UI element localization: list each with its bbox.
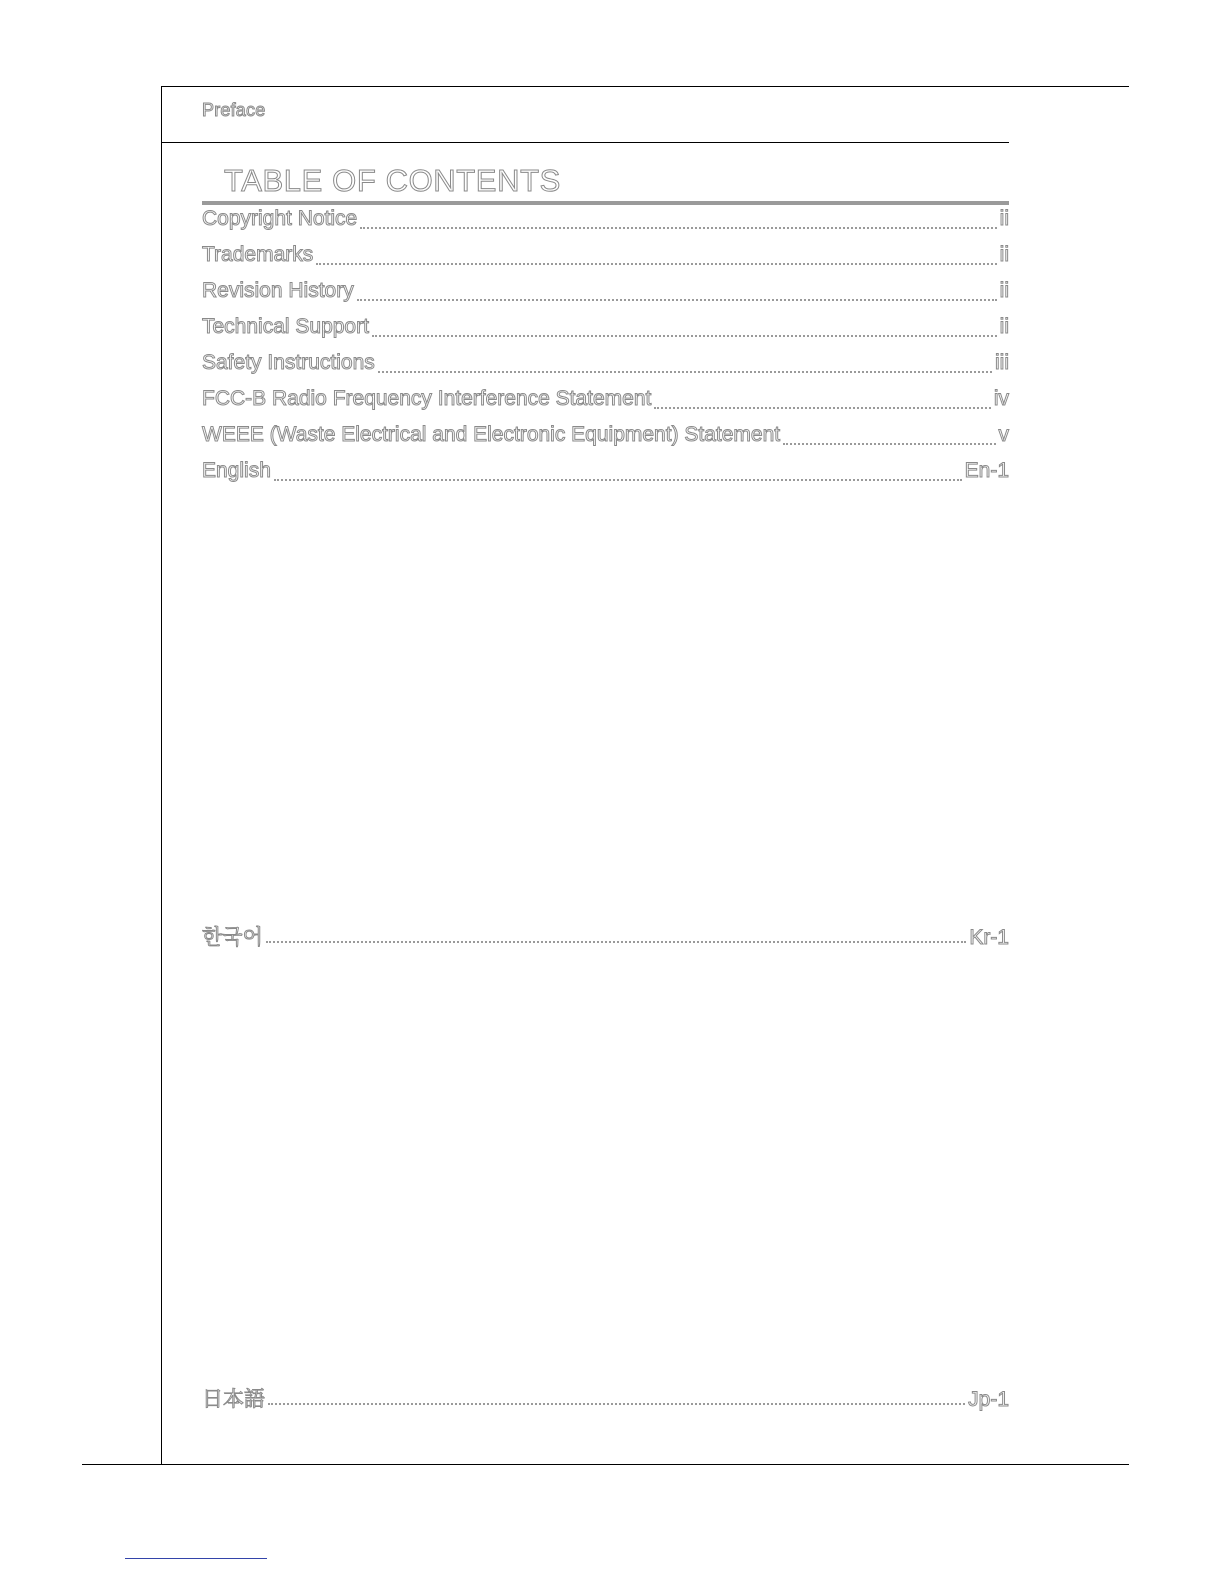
toc-entry-page: ii — [999, 243, 1009, 266]
toc-leader-dots — [654, 404, 990, 409]
toc-entry-label: English — [202, 459, 271, 482]
toc-entry-label: WEEE (Waste Electrical and Electronic Equipment) Statement — [202, 423, 781, 446]
toc-entry-label: Technical Support — [202, 315, 369, 338]
toc-entry-english[interactable] — [202, 459, 1009, 487]
toc-title: TABLE OF CONTENTS — [224, 163, 561, 198]
toc-entry-label: 日本語 — [202, 1388, 265, 1411]
toc-leader-dots — [274, 476, 962, 481]
toc-entry-label: Revision History — [202, 279, 354, 302]
toc-entry-label: Copyright Notice — [202, 207, 358, 230]
toc-entry-page: ii — [999, 207, 1009, 230]
toc-leader-dots — [316, 260, 996, 265]
header-rule — [161, 142, 1009, 143]
bottom-rule — [82, 1464, 1129, 1465]
toc-entry-label: FCC-B Radio Frequency Interference Statement — [202, 387, 652, 410]
toc-entry-safety-instructions[interactable] — [202, 351, 1009, 379]
toc-entry-revision-history[interactable] — [202, 279, 1009, 307]
toc-entry-japanese[interactable] — [202, 1383, 1009, 1411]
toc-entry-page: ii — [999, 279, 1009, 302]
toc-entry-page: iv — [993, 387, 1009, 410]
left-margin-rule — [161, 86, 162, 1465]
toc-entry-page: iii — [995, 351, 1009, 374]
toc-leader-dots — [783, 440, 995, 445]
toc-leader-dots — [360, 224, 996, 229]
toc-entry-page: ii — [999, 315, 1009, 338]
toc-entry-korean[interactable] — [202, 921, 1009, 949]
toc-entry-trademarks[interactable] — [202, 243, 1009, 271]
toc-entry-copyright-notice[interactable] — [202, 207, 1009, 235]
toc-leader-dots — [372, 332, 997, 337]
title-underline — [202, 201, 1009, 205]
top-rule — [161, 86, 1129, 87]
toc-entry-label: 한국어 — [202, 926, 263, 949]
toc-entry-fcc-b-statement[interactable] — [202, 387, 1009, 415]
toc-entry-label: Trademarks — [202, 243, 314, 266]
toc-entry-technical-support[interactable] — [202, 315, 1009, 343]
toc-entry-label: Safety Instructions — [202, 351, 375, 374]
toc-entry-page: v — [998, 423, 1009, 446]
toc-entry-page: Kr-1 — [969, 926, 1009, 949]
toc-leader-dots — [357, 296, 997, 301]
toc-entry-weee-statement[interactable] — [202, 423, 1009, 451]
toc-leader-dots — [266, 938, 966, 943]
toc-entry-page: En-1 — [964, 459, 1009, 482]
toc-leader-dots — [268, 1400, 965, 1405]
footer-stub-line — [125, 1558, 267, 1559]
toc-leader-dots — [378, 368, 992, 373]
toc-entry-page: Jp-1 — [968, 1388, 1009, 1411]
section-label: Preface — [202, 100, 266, 120]
